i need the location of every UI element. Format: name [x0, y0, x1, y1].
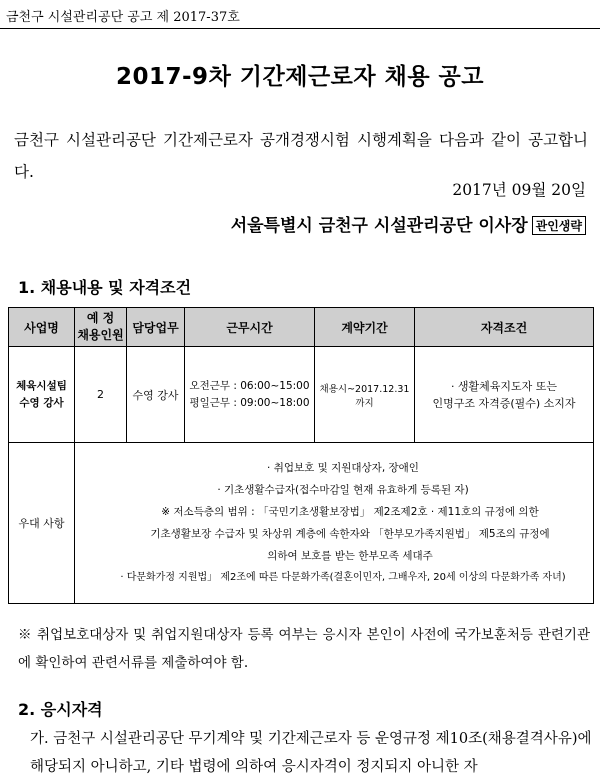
- table-row-preference: [9, 443, 594, 604]
- cell-preference-label: 우대 사항: [9, 443, 75, 604]
- cell-business: 체육시설팀 수영 강사: [9, 347, 75, 443]
- cell-duty: 수영 강사: [127, 347, 185, 443]
- page-title: 2017-9차 기간제근로자 채용 공고: [116, 64, 484, 90]
- cell-hours: 오전근무 : 06:00~15:00 평일근무 : 09:00~18:00: [185, 347, 315, 443]
- list-item: 의하여 보호를 받는 한부모족 세대주: [267, 550, 433, 562]
- header-hours: 근무시간: [185, 308, 315, 347]
- header-business: 사업명: [9, 308, 75, 347]
- intro-paragraph: 금천구 시설관리공단 기간제근로자 공개경쟁시험 시행계획을 다음과 같이 공고합니다.: [14, 131, 588, 181]
- eligibility-item-a: 가. 금천구 시설관리공단 무기계약 및 기간제근로자 등 운영규정 제10조(채용결격사유)에 해당되지 아니하고, 기타 법령에 의하여 응시자격이 정지되지 아니한 자: [30, 731, 592, 775]
- registration-note: ※ 취업보호대상자 및 취업지원대상자 등록 여부는 응시자 본인이 사전에 국가보훈처등 관련기관에 확인하여 관련서류를 제출하여야 함.: [18, 627, 590, 671]
- list-item: · 기초생활수급자(접수마감일 현재 유효하게 등록된 자): [217, 484, 469, 496]
- list-item: ※ 저소득층의 범위 : 「국민기초생활보장법」 제2조제2호 · 제11호의 규정에 의한: [161, 506, 539, 518]
- header-count: 예 정 채용인원: [75, 308, 127, 347]
- seal-box: 관인생략: [532, 216, 586, 235]
- cell-count: 2: [75, 347, 127, 443]
- header-divider: [0, 28, 600, 29]
- recruitment-table: [8, 307, 594, 604]
- signer: [231, 211, 586, 236]
- header-duty: 담당업무: [127, 308, 185, 347]
- table-row: [9, 347, 594, 443]
- cell-contract: 채용시~2017.12.31까지: [315, 347, 415, 443]
- announcement-date: 2017년 09월 20일: [452, 181, 586, 199]
- cell-preference-list: [75, 443, 594, 604]
- list-item: · 취업보호 및 지원대상자, 장애인: [267, 462, 419, 474]
- signer-name: 서울특별시 금천구 시설관리공단 이사장: [230, 216, 528, 236]
- document-number: 금천구 시설관리공단 공고 제 2017-37호: [6, 10, 240, 25]
- list-item: 기초생활보장 수급자 및 차상위 계층에 속한자와 「한부모가족지원법」 제5조의 규정에: [150, 528, 550, 540]
- header-qualification: 자격조건: [415, 308, 594, 347]
- header-contract: 계약기간: [315, 308, 415, 347]
- list-item: · 다문화가정 지원법」 제2조에 따른 다문화가족(결혼이민자, 그배우자, 20세 이상의 다문화가족 자녀): [120, 572, 566, 583]
- section-2-heading: 2. 응시자격: [18, 700, 103, 719]
- table-header-row: [9, 308, 594, 347]
- section-1-heading: 1. 채용내용 및 자격조건: [18, 278, 192, 297]
- cell-qualification: · 생활체육지도자 또는 인명구조 자격증(필수) 소지자: [415, 347, 594, 443]
